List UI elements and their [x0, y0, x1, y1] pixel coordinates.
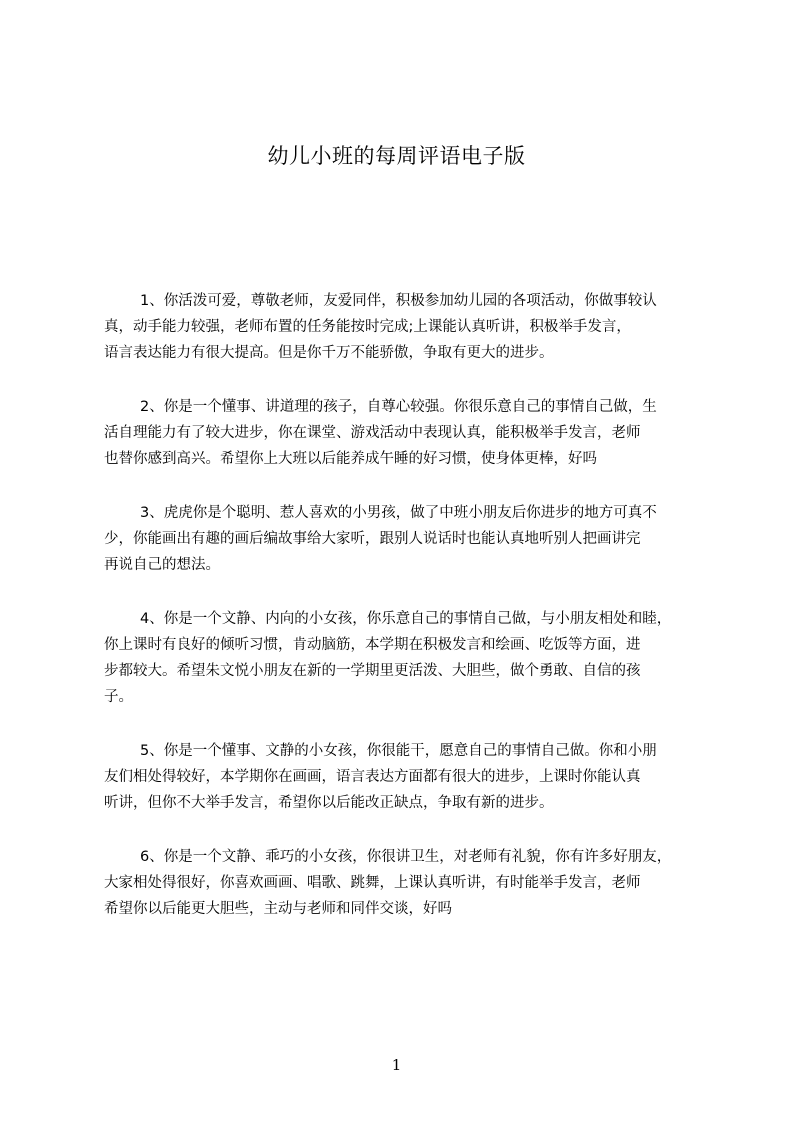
paragraph-line: 也替你感到高兴。希望你上大班以后能养成午睡的好习惯，使身体更棒，好吗	[104, 451, 597, 467]
page-number: 1	[391, 1056, 402, 1074]
paragraph-line: 1、你活泼可爱，尊敬老师，友爱同伴，积极参加幼儿园的各项活动，你做事较认	[140, 293, 657, 309]
paragraph-line: 再说自己的想法。	[104, 557, 220, 573]
paragraph-line: 少，你能画出有趣的画后编故事给大家听，跟别人说话时也能认真地听别人把画讲完	[104, 531, 641, 547]
paragraph-line: 你上课时有良好的倾听习惯，肯动脑筋，本学期在积极发言和绘画、吃饭等方面，进	[104, 637, 641, 653]
paragraph-line: 真，动手能力较强，老师布置的任务能按时完成;上课能认真听讲，积极举手发言，	[104, 319, 631, 335]
document-body	[104, 288, 716, 950]
paragraph-line: 语言表达能力有很大提高。但是你千万不能骄傲，争取有更大的进步。	[104, 345, 554, 361]
comment-paragraph-6	[104, 844, 716, 922]
paragraph-line: 大家相处得很好，你喜欢画画、唱歌、跳舞，上课认真听讲，有时能举手发言，老师	[104, 875, 641, 891]
paragraph-line: 子。	[104, 689, 133, 705]
comment-paragraph-4	[104, 606, 716, 710]
paragraph-line: 6、你是一个文静、乖巧的小女孩，你很讲卫生，对老师有礼貌，你有许多好朋友，	[140, 849, 672, 865]
paragraph-line: 步都较大。希望朱文悦小朋友在新的一学期里更活泼、大胆些，做个勇敢、自信的孩	[104, 663, 641, 679]
paragraph-line: 5、你是一个懂事、文静的小女孩，你很能干，愿意自己的事情自己做。你和小朋	[140, 743, 657, 759]
paragraph-line: 希望你以后能更大胆些，主动与老师和同伴交谈，好吗	[104, 901, 452, 917]
paragraph-line: 听讲，但你不大举手发言，希望你以后能改正缺点，争取有新的进步。	[104, 795, 554, 811]
comment-paragraph-3	[104, 500, 716, 578]
paragraph-line: 友们相处得较好，本学期你在画画，语言表达方面都有很大的进步，上课时你能认真	[104, 769, 641, 785]
paragraph-line: 4、你是一个文静、内向的小女孩，你乐意自己的事情自己做，与小朋友相处和睦，	[140, 611, 672, 627]
paragraph-line: 3、虎虎你是个聪明、惹人喜欢的小男孩，做了中班小朋友后你进步的地方可真不	[140, 505, 657, 521]
page-title: 幼儿小班的每周评语电子版	[267, 144, 526, 168]
comment-paragraph-5	[104, 738, 716, 816]
comment-paragraph-2	[104, 394, 716, 472]
paragraph-line: 2、你是一个懂事、讲道理的孩子，自尊心较强。你很乐意自己的事情自己做，生	[140, 399, 657, 415]
paragraph-line: 活自理能力有了较大进步，你在课堂、游戏活动中表现认真，能积极举手发言，老师	[104, 425, 641, 441]
comment-paragraph-1	[104, 288, 716, 366]
